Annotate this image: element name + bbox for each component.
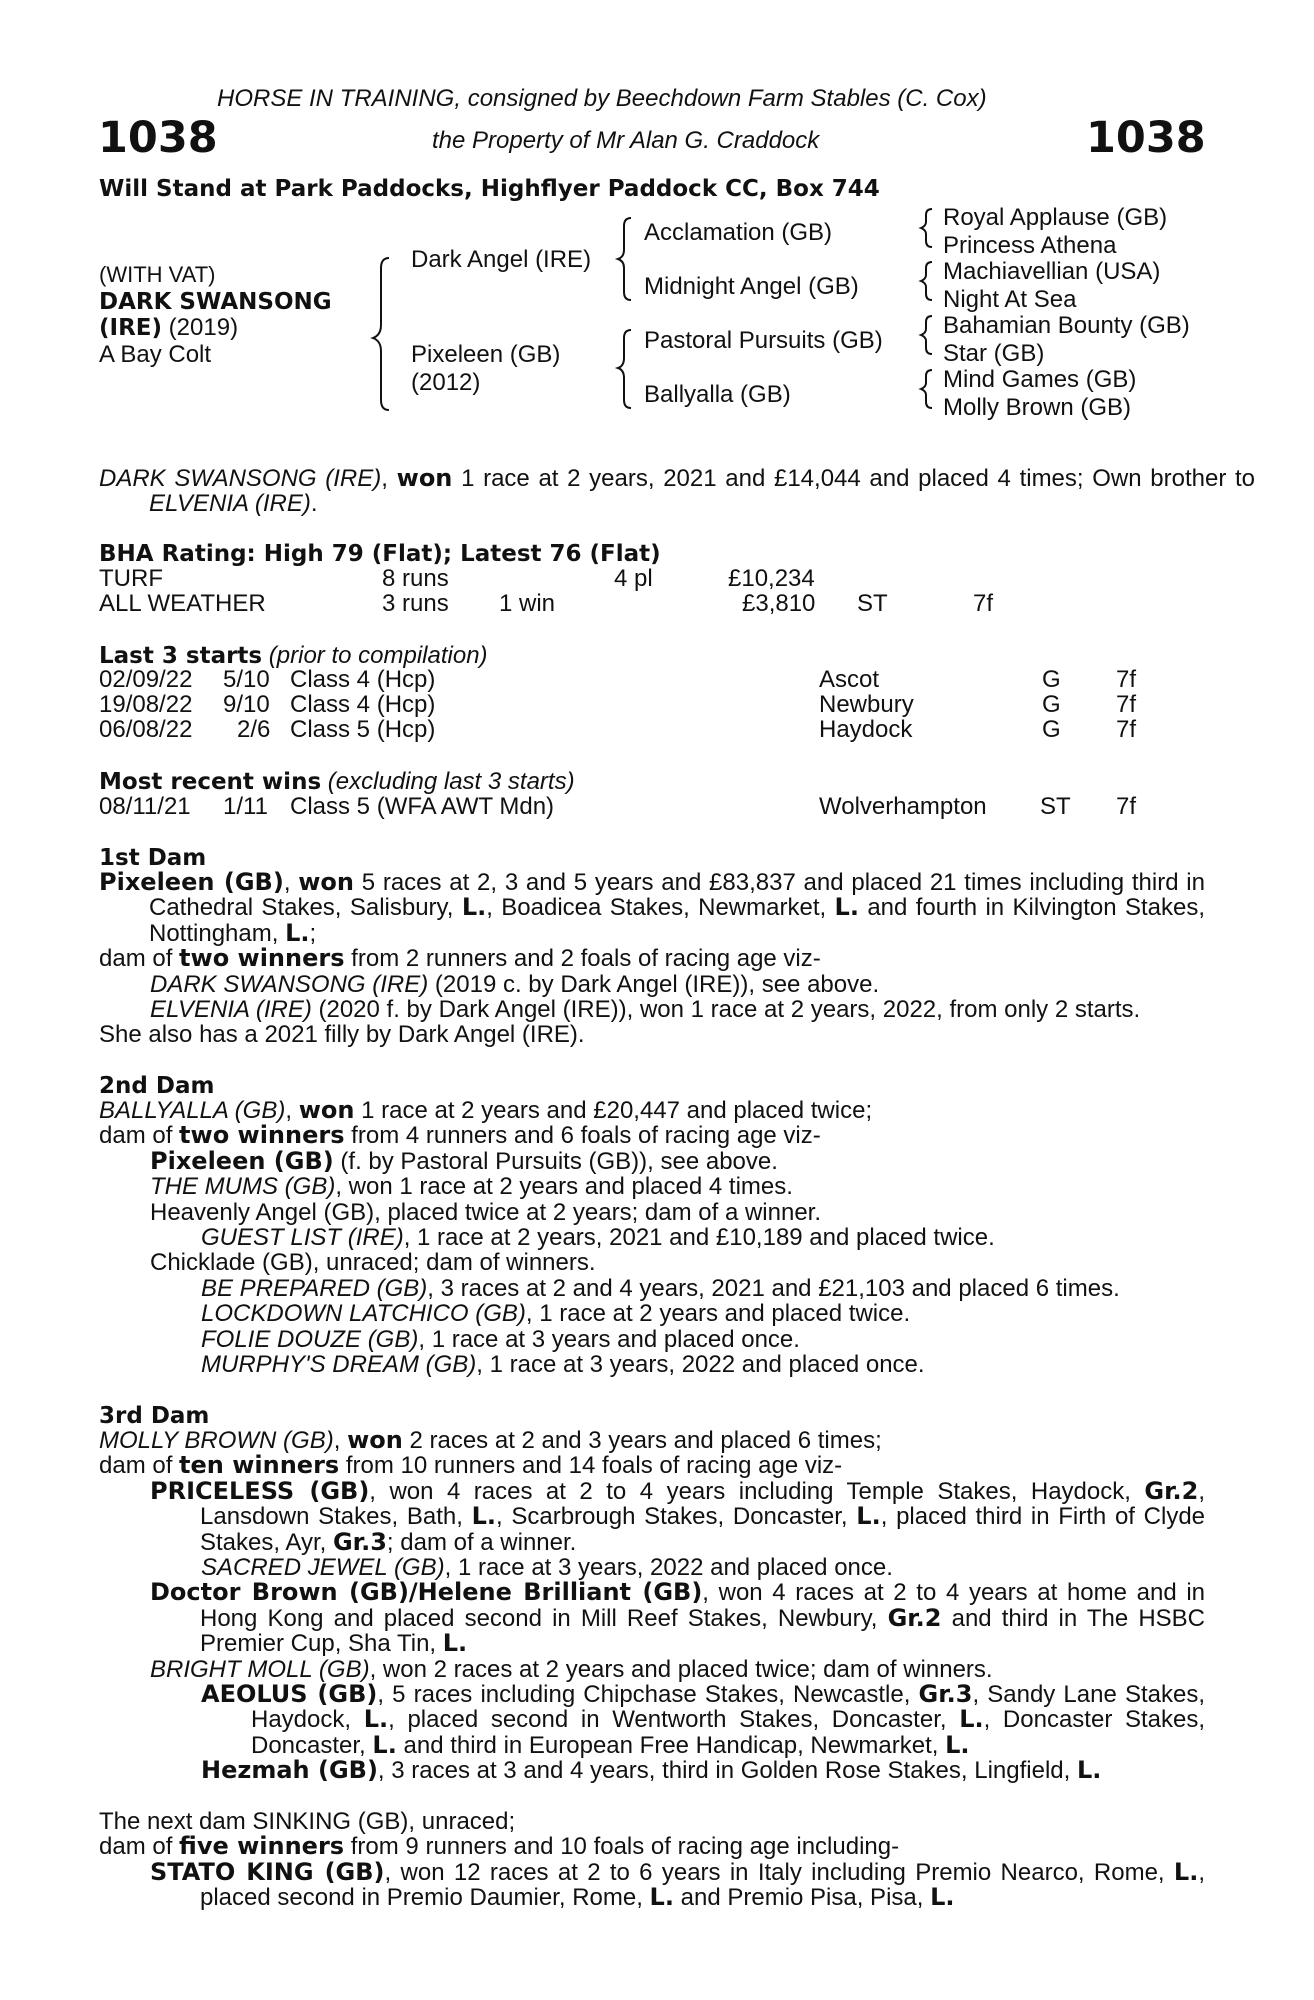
recent-heading: Most recent wins [99, 769, 322, 795]
text-span: FOLIE DOUZE (GB) [201, 1325, 419, 1353]
rating-dist: 7f [973, 590, 994, 617]
brace-gen3-1 [921, 209, 932, 247]
rating-runs: 8 runs [382, 565, 449, 592]
text-span: (2019 c. by Dark Angel (IRE)), see above. [428, 970, 880, 998]
listed-mark: L. [834, 893, 859, 922]
dam2-offspring: Heavenly Angel (GB), placed twice at 2 years; dam of a winner. [150, 1198, 822, 1226]
text-span: , placed second in Wentworth Stakes, Doncaster, [388, 1706, 960, 1734]
text-span: 1 race at 2 years and £20,447 and placed twice; [354, 1097, 873, 1124]
dam1-offspring [99, 997, 1205, 1022]
win-going: ST [1040, 793, 1071, 820]
dam3-section [99, 1428, 1205, 1784]
text-span: (f. by Pastoral Pursuits (GB)), see above. [333, 1147, 778, 1175]
dam1-section [99, 870, 1205, 1048]
brace-gen3-4 [921, 370, 932, 408]
summary-won: won [396, 464, 453, 492]
text-span: , 1 race at 2 years, 2021 and £10,189 and placed twice. [403, 1224, 995, 1252]
text-span: dam of [99, 945, 180, 973]
text-span: BE PREPARED (GB) [201, 1274, 428, 1302]
dam3-produce-summary [99, 1453, 1205, 1478]
last3-note: (prior to compilation) [262, 642, 488, 669]
text-span: (2020 f. by Dark Angel (IRE)), won 1 race at 2 years, 2022, from only 2 starts. [311, 996, 1141, 1024]
rating-surface: TURF [99, 565, 163, 592]
text-span: GUEST LIST (IRE) [201, 1224, 404, 1252]
dam2-grand-offspring [99, 1301, 1205, 1326]
text-span: ten winners [179, 1451, 340, 1480]
dam1-produce-summary [99, 946, 1205, 971]
dam3-grand-offspring [99, 1555, 1205, 1580]
rating-surface: ALL WEATHER [99, 590, 266, 617]
pedigree-g3-2: Princess Athena [943, 232, 1117, 259]
pedigree-g3-5: Bahamian Bounty (GB) [943, 312, 1190, 339]
dam2-offspring [99, 1174, 1205, 1199]
text-span: , placed second in Premio Daumier, Rome, [200, 1858, 1206, 1912]
listed-mark: L. [461, 893, 487, 922]
text-span: , won 2 races at 2 years and placed twice; dam of winners. [369, 1655, 993, 1683]
text-span: STATO KING (GB) [150, 1857, 385, 1886]
text-span: two winners [179, 944, 345, 973]
dam2-offspring: Chicklade (GB), unraced; dam of winners. [150, 1249, 596, 1277]
stand-location: Will Stand at Park Paddocks, Highflyer Paddock CC, Box 744 [99, 176, 880, 202]
dam2-grand-offspring [99, 1327, 1205, 1352]
pedigree-g3-3: Machiavellian (USA) [943, 258, 1161, 285]
text-span: , won 1 race at 2 years and placed 4 times. [335, 1173, 793, 1201]
text-span: L. [1173, 1857, 1199, 1886]
text-span: BALLYALLA (GB) [99, 1097, 286, 1124]
start-date: 19/08/22 [99, 691, 193, 718]
dam2-record: BALLYALLA (GB), won 1 race at 2 years and £20,447 and placed twice; [99, 1096, 873, 1124]
start-date: 02/09/22 [99, 666, 193, 693]
offspring-aeolus [201, 1682, 1205, 1758]
text-span: L. [1076, 1756, 1102, 1785]
text-span: from 2 runners and 2 foals of racing age viz- [344, 945, 821, 973]
dam2-offspring [99, 1146, 1205, 1175]
text-span: Gr.2 [1144, 1476, 1199, 1505]
pedigree-sire-dam: Midnight Angel (GB) [644, 273, 859, 300]
dam1-heading: 1st Dam [99, 845, 207, 871]
text-span: won [298, 1096, 355, 1124]
text-span: , 1 race at 3 years, 2022 and placed once. [476, 1351, 925, 1379]
start-class: Class 4 (Hcp) [290, 691, 436, 718]
text-span: Gr.2 [887, 1603, 942, 1632]
start-going: G [1042, 691, 1061, 718]
offspring-priceless [150, 1476, 1206, 1556]
text-span: , Lansdown Stakes, Bath, [200, 1477, 1206, 1531]
dam2-grand-offspring [99, 1276, 1205, 1301]
rating-wins: 1 win [499, 590, 556, 617]
text-span: from 10 runners and 14 foals of racing age viz- [339, 1452, 843, 1480]
text-span: , 1 race at 3 years and placed once. [418, 1325, 800, 1353]
rating-prize: £3,810 [742, 590, 816, 617]
dam1-note: She also has a 2021 filly by Dark Angel (IRE). [99, 1021, 585, 1049]
text-span: from 4 runners and 6 foals of racing age viz- [344, 1122, 821, 1150]
text-span: , 1 race at 3 years, 2022 and placed once. [444, 1554, 893, 1582]
dam3-offspring [99, 1476, 1206, 1556]
next-dam-offspring [99, 1857, 1206, 1912]
text-span: Hezmah (GB) [201, 1756, 378, 1785]
start-dist: 7f [1116, 691, 1137, 718]
text-span: dam of [99, 1122, 180, 1150]
start-course: Haydock [819, 716, 913, 743]
summary-text: 1 race at 2 years, 2021 and £14,044 and placed 4 times; Own brother to [452, 465, 1256, 492]
next-dam-section [99, 1809, 1205, 1911]
text-span: Gr.3 [332, 1527, 387, 1556]
rating-prize: £10,234 [728, 565, 815, 592]
recent-title [99, 768, 575, 796]
last3-heading: Last 3 starts [99, 643, 263, 669]
text-span: five winners [179, 1832, 345, 1861]
dam3-heading: 3rd Dam [99, 1403, 210, 1429]
text-span: ELVENIA (IRE) [150, 996, 312, 1024]
dam1-offspring [99, 972, 1205, 997]
text-span: L. [856, 1502, 881, 1531]
text-span: ; dam of a winner. [386, 1528, 577, 1556]
text-span: and third in The HSBC Premier Cup, Sha Tin, [200, 1604, 1206, 1658]
text-span: L. [363, 1705, 389, 1734]
start-course: Newbury [819, 691, 914, 718]
win-class: Class 5 (WFA AWT Mdn) [290, 793, 555, 820]
start-class: Class 4 (Hcp) [290, 666, 436, 693]
brace-gen3-2 [921, 262, 932, 300]
dam1-text: and fourth in Kilvington Stakes, Nottingham, [149, 894, 1205, 947]
text-span: , 1 race at 2 years and placed twice. [525, 1300, 911, 1328]
text-span: Gr.3 [918, 1680, 973, 1709]
start-pos: 9/10 [223, 691, 270, 718]
dam3-grand-offspring [99, 1682, 1205, 1758]
horse-year: (2019) [162, 314, 239, 341]
text-span: , 3 races at 2 and 4 years, 2021 and £21,103 and placed 6 times. [427, 1274, 1120, 1302]
next-dam-produce-summary [99, 1834, 1205, 1859]
summary-end: . [310, 490, 318, 518]
text-span: dam of [99, 1833, 180, 1861]
start-date: 06/08/22 [99, 716, 193, 743]
text-span: MURPHY'S DREAM (GB) [201, 1351, 477, 1379]
dam1-name: Pixeleen (GB) [99, 868, 284, 896]
offspring-stato-king [150, 1857, 1206, 1912]
pedigree-sire-sire: Acclamation (GB) [644, 219, 833, 246]
dam2-produce-summary [99, 1123, 1205, 1148]
race-summary: DARK SWANSONG (IRE), won 1 race at 2 years, 2021 and £14,044 and placed 4 times; Own brother to ELVENIA (IRE). [99, 464, 1256, 518]
pedigree-dam-sire: Pastoral Pursuits (GB) [644, 327, 883, 354]
dam1-won: won [298, 868, 354, 896]
brace-gen3-3 [921, 316, 932, 354]
start-going: G [1042, 666, 1061, 693]
text-span: dam of [99, 1452, 180, 1480]
text-span: SACRED JEWEL (GB) [201, 1554, 445, 1582]
rating-going: ST [857, 590, 888, 617]
listed-mark: L. [285, 918, 310, 947]
summary-brother: ELVENIA (IRE) [149, 490, 311, 518]
win-dist: 7f [1116, 793, 1137, 820]
text-span: L. [930, 1883, 955, 1912]
consignment-line: HORSE IN TRAINING, consigned by Beechdown Farm Stables (C. Cox) [217, 85, 987, 112]
pedigree-g3-8: Molly Brown (GB) [943, 394, 1132, 421]
dam3-record: MOLLY BROWN (GB), won 2 races at 2 and 3 years and placed 6 times; [99, 1426, 882, 1454]
text-span: L. [442, 1629, 468, 1658]
dam3-offspring [99, 1657, 1205, 1682]
bha-rating-title: BHA Rating: High 79 (Flat); Latest 76 (Flat) [99, 541, 661, 567]
dam2-section [99, 1098, 1205, 1377]
text-span: two winners [179, 1121, 345, 1150]
start-dist: 7f [1116, 716, 1137, 743]
dam1-text: , Boadicea Stakes, Newmarket, [486, 894, 835, 922]
start-pos: 5/10 [223, 666, 270, 693]
pedigree-dam-dam: Ballyalla (GB) [644, 381, 791, 408]
text-span: , placed third in Firth of Clyde Stakes, Ayr, [200, 1503, 1206, 1556]
dam2-heading: 2nd Dam [99, 1073, 215, 1099]
pedigree-dam-year: (2012) [411, 369, 481, 396]
text-span: PRICELESS (GB) [150, 1476, 370, 1505]
text-span: 2 races at 2 and 3 years and placed 6 times; [402, 1427, 882, 1454]
text-span: DARK SWANSONG (IRE) [150, 970, 429, 998]
text-span: , Scarbrough Stakes, Doncaster, [496, 1503, 857, 1531]
start-going: G [1042, 716, 1061, 743]
property-line: the Property of Mr Alan G. Craddock [432, 127, 820, 154]
win-pos: 1/11 [223, 793, 268, 820]
horse-name: DARK SWANSONG [99, 288, 332, 315]
text-span: BRIGHT MOLL (GB) [150, 1655, 370, 1683]
vat-note: (WITH VAT) [99, 262, 216, 287]
win-course: Wolverhampton [819, 793, 987, 820]
text-span: AEOLUS (GB) [201, 1680, 378, 1709]
pedigree-dam: Pixeleen (GB) [411, 341, 561, 368]
dam1-text: ; [309, 919, 317, 947]
pedigree-sire: Dark Angel (IRE) [411, 246, 592, 273]
text-span: , won 4 races at 2 to 4 years at home and in Hong Kong and placed second in Mill Reef Stakes, Newbury, [200, 1579, 1205, 1632]
pedigree-g3-1: Royal Applause (GB) [943, 204, 1168, 231]
text-span: L. [471, 1502, 496, 1531]
dam2-grand-offspring [99, 1225, 1205, 1250]
text-span: Doctor Brown (GB)/Helene Brilliant (GB) [150, 1578, 703, 1607]
dam3-offspring [99, 1580, 1205, 1656]
start-course: Ascot [819, 666, 880, 693]
text-span: , won 12 races at 2 to 6 years in Italy including Premio Nearco, Rome, [384, 1858, 1174, 1886]
dam1-text: 5 races at 2, 3 and 5 years and £83,837 and placed 21 times including third in Cathedral Stakes, Salisbury, [149, 869, 1205, 922]
win-date: 08/11/21 [99, 793, 191, 820]
pedigree-g3-4: Night At Sea [943, 286, 1077, 313]
text-span: and Premio Pisa, Pisa, [673, 1884, 931, 1912]
dam3-grand-offspring [99, 1758, 1205, 1783]
text-span: , won 4 races at 2 to 4 years including Temple Stakes, Haydock, [369, 1477, 1145, 1505]
lot-number-left: 1038 [98, 113, 218, 163]
text-span: L. [945, 1730, 970, 1759]
lot-number-right: 1038 [1086, 113, 1206, 163]
dam2-grand-offspring [99, 1352, 1205, 1377]
text-span: from 9 runners and 10 foals of racing age including- [344, 1833, 900, 1861]
text-span: , Sandy Lane Stakes, Haydock, [251, 1681, 1205, 1734]
text-span: and third in European Free Handicap, Newmarket, [396, 1731, 946, 1759]
start-dist: 7f [1116, 666, 1137, 693]
recent-note: (excluding last 3 starts) [321, 768, 575, 795]
text-span: MOLLY BROWN (GB) [99, 1427, 334, 1454]
pedigree-g3-7: Mind Games (GB) [943, 366, 1137, 393]
text-span: Pixeleen (GB) [150, 1146, 334, 1175]
text-span: L. [372, 1730, 397, 1759]
next-dam-record: The next dam SINKING (GB), unraced; [99, 1808, 516, 1835]
brace-gen2-dam [618, 330, 631, 408]
text-span: LOCKDOWN LATCHICO (GB) [201, 1300, 526, 1328]
text-span: won [347, 1426, 403, 1454]
text-span: L. [959, 1705, 984, 1734]
brace-gen1 [373, 258, 389, 410]
dam1-record: Pixeleen (GB), won 5 races at 2, 3 and 5 years and £83,837 and placed 21 times including third in Cathedral Stakes, Salisbury, L., Boadicea Stakes, Newmarket, L. and fourth in Kilvington Stakes, Nottingham, L.; [99, 868, 1205, 947]
text-span: , Doncaster Stakes, Doncaster, [251, 1706, 1206, 1759]
start-pos: 2/6 [237, 716, 271, 743]
text-span: , 3 races at 3 and 4 years, third in Golden Rose Stakes, Lingfield, [377, 1757, 1077, 1785]
horse-description: A Bay Colt [99, 340, 212, 368]
summary-horse-name: DARK SWANSONG (IRE) [99, 465, 382, 492]
rating-runs: 3 runs [382, 590, 449, 617]
start-class: Class 5 (Hcp) [290, 716, 436, 743]
horse-suffix: (IRE) [99, 315, 163, 341]
text-span: THE MUMS (GB) [150, 1173, 336, 1201]
text-span: L. [649, 1883, 674, 1912]
pedigree-g3-6: Star (GB) [943, 340, 1045, 367]
text-span: , 5 races including Chipchase Stakes, Newcastle, [377, 1681, 919, 1709]
offspring-doctor-brown [150, 1580, 1205, 1656]
rating-placed: 4 pl [614, 565, 653, 592]
brace-gen2-sire [618, 218, 631, 300]
